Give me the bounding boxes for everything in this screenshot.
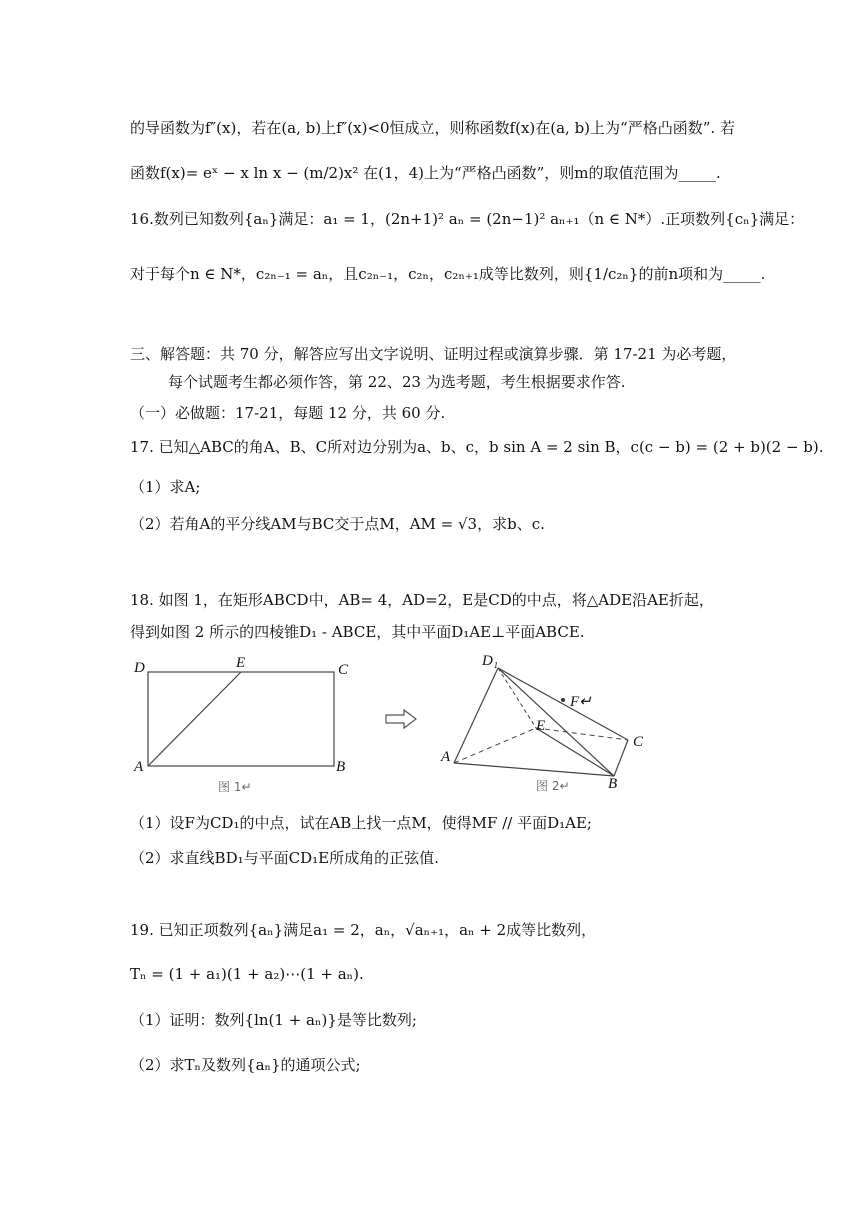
p18-q1: （1）设F为CD₁的中点，试在AB上找一点M，使得MF // 平面D₁AE;	[130, 814, 592, 832]
label-d: D	[134, 660, 145, 676]
label-b: B	[336, 759, 346, 775]
edge-ec-hidden	[536, 728, 628, 740]
p16-line1: 16.数列已知数列{aₙ}满足：a₁ = 1，(2n+1)² aₙ = (2n−1)² aₙ₊₁（n ∈ N*）.正项数列{cₙ}满足：	[130, 210, 805, 228]
label-e: E	[236, 655, 246, 671]
figure-2-caption: 图 2↵	[536, 779, 570, 793]
p19-q2: （2）求Tₙ及数列{aₙ}的通项公式;	[130, 1056, 361, 1074]
p19-stem-line2: Tₙ = (1 + a₁)(1 + a₂)⋯(1 + aₙ).	[130, 965, 364, 983]
edge-ab	[454, 763, 614, 776]
label-a2: A	[441, 749, 451, 765]
p18-q2: （2）求直线BD₁与平面CD₁E所成角的正弦值.	[130, 849, 439, 867]
label-f: F↵	[570, 694, 592, 710]
p19-stem-line1: 19. 已知正项数列{aₙ}满足a₁ = 2，aₙ，√aₙ₊₁，aₙ + 2成等比数列，	[130, 921, 597, 939]
label-a: A	[134, 759, 144, 775]
edge-eb	[536, 728, 614, 776]
figure-1-rectangle	[128, 650, 358, 800]
p17-stem: 17. 已知△ABC的角A、B、C所对边分别为a、b、c，b sin A = 2 sin B，c(c − b) = (2 + b)(2 − b).	[130, 438, 824, 456]
label-b2: B	[608, 776, 618, 792]
figure-2-pyramid	[436, 648, 656, 798]
label-e2: E	[536, 718, 546, 734]
label-c: C	[338, 662, 349, 678]
section3-header: 三、解答题：共 70 分，解答应写出文字说明、证明过程或演算步骤．第 17-21 为必考题，	[130, 345, 737, 363]
p16-line2: 对于每个n ∈ N*，c₂ₙ₋₁ = aₙ，且c₂ₙ₋₁，c₂ₙ，c₂ₙ₊₁成等比数列，则{1/c₂ₙ}的前n项和为_____.	[130, 265, 766, 283]
segment-ae	[148, 672, 241, 766]
p15-line1: 的导函数为f″(x)，若在(a, b)上f″(x)<0恒成立，则称函数f(x)在(a, b)上为“严格凸函数”. 若	[130, 119, 735, 137]
p18-stem-line1: 18. 如图 1，在矩形ABCD中，AB= 4，AD=2，E是CD的中点，将△ADE沿AE折起，	[130, 591, 714, 609]
p18-stem-line2: 得到如图 2 所示的四棱锥D₁ - ABCE，其中平面D₁AE⊥平面ABCE.	[130, 623, 585, 641]
label-d1: D₁	[482, 653, 499, 669]
edge-d1a	[454, 668, 498, 763]
double-right-arrow-icon	[384, 708, 418, 730]
rectangle-abcd	[148, 672, 334, 766]
p17-q1: （1）求A;	[130, 478, 201, 496]
figure-1-caption: 图 1↵	[218, 780, 252, 794]
p15-line2: 函数f(x)= eˣ − x ln x − (m/2)x² 在(1，4)上为“严格凸函数”，则m的取值范围为_____.	[130, 164, 721, 182]
edge-ae-hidden	[454, 728, 536, 763]
point-f	[561, 698, 565, 702]
p19-q1: （1）证明：数列{ln(1 + aₙ)}是等比数列;	[130, 1011, 417, 1029]
required-part-header: （一）必做题：17-21，每题 12 分，共 60 分.	[130, 404, 446, 422]
section3-note: 每个试题考生都必须作答，第 22、23 为选考题，考生根据要求作答.	[168, 373, 626, 391]
edge-bc	[614, 740, 628, 776]
label-c2: C	[633, 734, 644, 750]
p17-q2: （2）若角A的平分线AM与BC交于点M，AM = √3，求b、c.	[130, 515, 545, 533]
